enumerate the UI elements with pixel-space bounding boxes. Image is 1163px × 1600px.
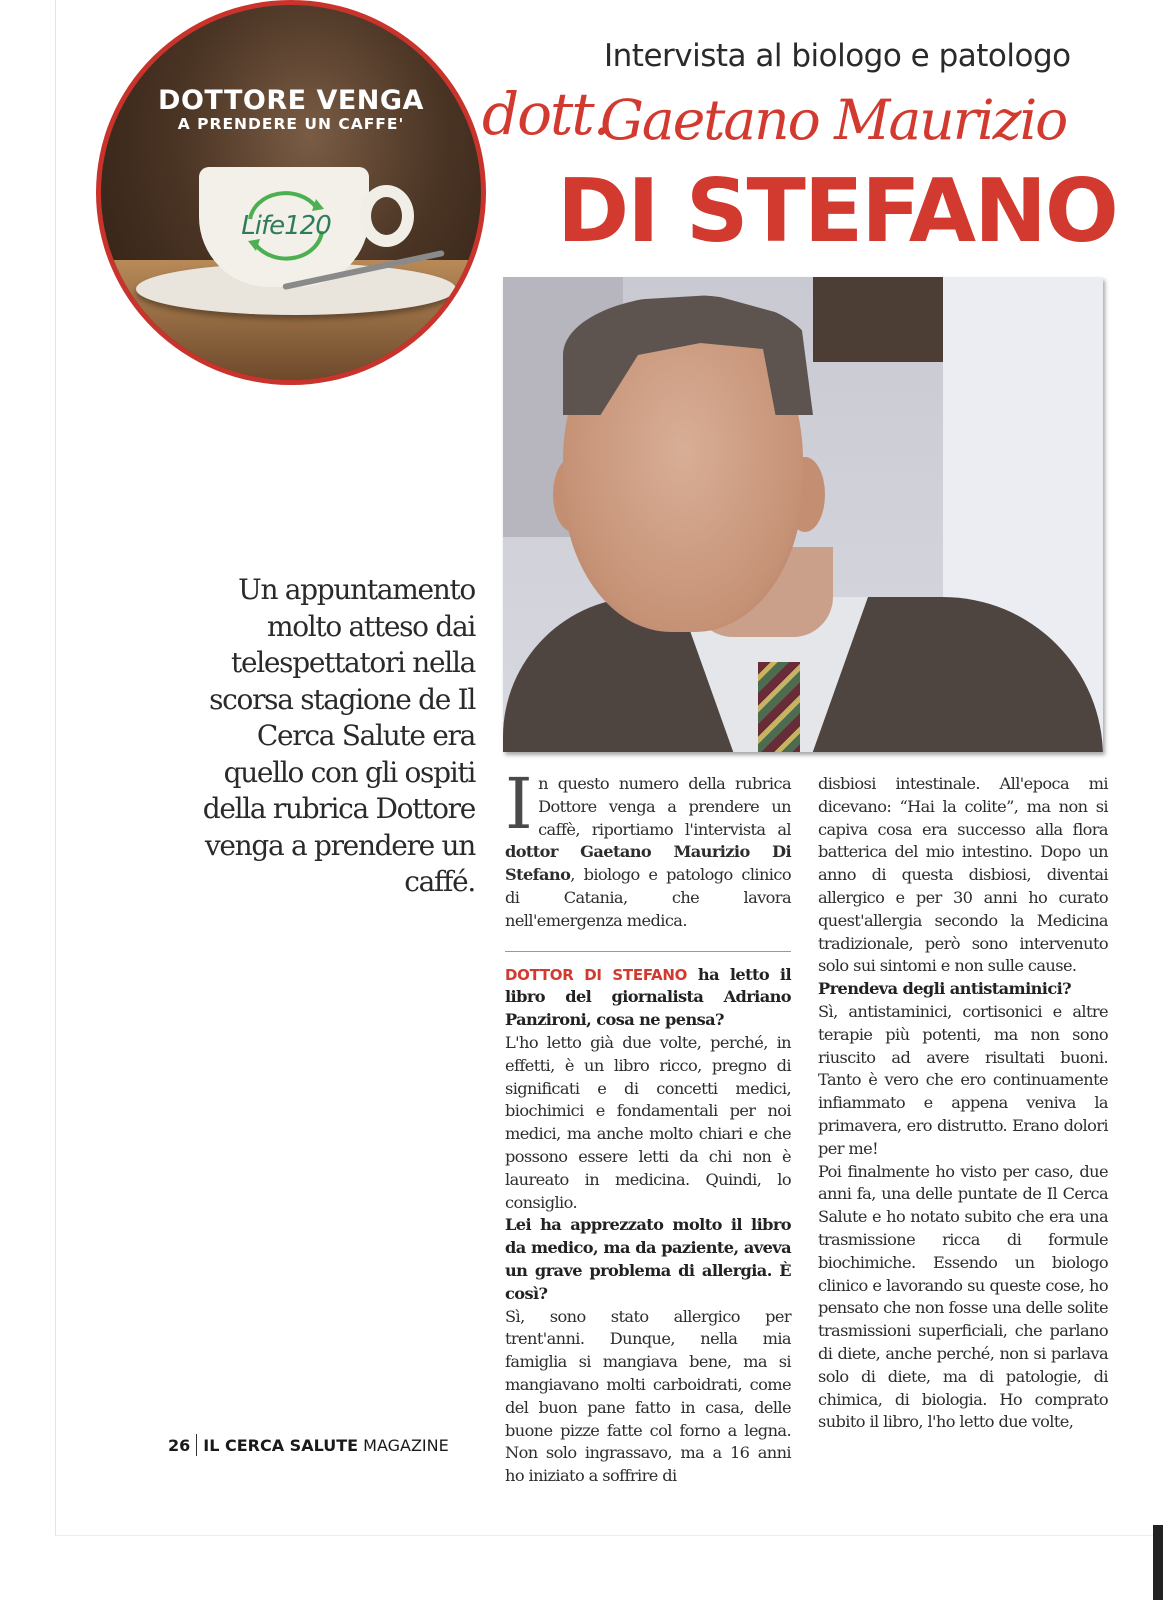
question-1-text: ha letto il libro del giornalista Adriano Panzironi, cosa ne pensa? <box>505 964 791 1030</box>
title-names: Gaetano Maurizio <box>600 88 1067 152</box>
section-rule <box>505 951 791 952</box>
question-2: Lei ha apprezzato molto il libro da medico, ma da paziente, aveva un grave problema di allergia. È così? <box>505 1215 791 1303</box>
drop-cap: I <box>505 763 533 845</box>
answer-3: Sì, antistaminici, cortisonici e altre terapie più potenti, ma non sono riuscito ad avere risultati buoni. Tanto è vero che ero continuamente infiammato e appena veniva la primavera, ero distrutto. Erano dolori per me! <box>818 1001 1108 1158</box>
intro-bold-name: dottor Gaetano Maurizio Di Stefano <box>505 842 791 885</box>
article-column-1 <box>505 763 791 1488</box>
page-number: 26 <box>168 1436 191 1455</box>
page-footer <box>168 1434 449 1456</box>
magazine-suffix: MAGAZINE <box>358 1436 449 1455</box>
photo-bg-dark <box>813 277 943 362</box>
question-1 <box>505 964 791 1032</box>
answer-4: Poi finalmente ho visto per caso, due anni fa, una delle puntate de Il Cerca Salute e ho notato subito che era una trasmissione ricca di formule biochimiche. Essendo un biologo clinico e lavorando su queste cose, ho pensato che non fosse una delle solite trasmissioni superficiali, che parlano di diete, anche perché, non si parlava solo di diete, ma di patologie, di chimica, di biologia. Ho comprato subito il libro, l'ho letto due volte, <box>818 1161 1108 1432</box>
life120-logo <box>221 195 351 257</box>
portrait-photo <box>503 277 1103 752</box>
answer-1: L'ho letto già due volte, perché, in effetti, è un libro ricco, pregno di significati e di concetti medici, biochimici e fondamentali per noi medici, ma anche molto chiari e che possono essere letti da chi non è laureato in medicina. Quindi, lo consiglio. <box>505 1032 791 1212</box>
pull-quote: Un appuntamento molto atteso dai telespettatori nella scorsa stagione de Il Cerca Salute era quello con gli ospiti della rubrica Dottore venga a prendere un caffé. <box>202 573 475 898</box>
article-column-2 <box>818 773 1108 1434</box>
title-surname: DI STEFANO <box>557 160 1117 262</box>
rubric-badge <box>96 0 486 385</box>
intro-paragraph <box>505 763 791 933</box>
title-prefix: dott. <box>482 80 610 148</box>
badge-title-line1: DOTTORE VENGA <box>158 85 424 116</box>
magazine-brand: IL CERCA SALUTE <box>203 1436 359 1455</box>
question-1-lead: DOTTOR DI STEFANO <box>505 965 688 984</box>
article-kicker: Intervista al biologo e patologo <box>604 38 1071 74</box>
badge-title-line2: A PRENDERE UN CAFFE' <box>177 115 405 133</box>
scan-edge <box>1153 1525 1163 1600</box>
intro-text: n questo numero della rubrica Dottore venga a prendere un caffè, riportiamo l'intervista al <box>538 774 791 839</box>
answer-2-continued: disbiosi intestinale. All'epoca mi dicevano: “Hai la colite”, ma non si capiva cosa era successo alla flora batterica del mio intestino. Dopo un anno di questa disbiosi, diventai allergico e per 30 anni ho curato quest'allergia secondo la Medicina tradizionale, però sono intervenuto solo sui sintomi e non sulle cause. <box>818 774 1108 976</box>
striped-tie <box>758 662 800 752</box>
answer-2: Sì, sono stato allergico per trent'anni. Dunque, nella mia famiglia si mangiava bene, ma si mangiavano molti carboidrati, come del buon pane fatto in casa, delle buone pizze fatte col forno a legna. Non solo ingrassavo, ma a 16 anni ho iniziato a soffrire di <box>505 1306 791 1486</box>
logo-text: Life120 <box>241 211 331 241</box>
intro-text-end: , biologo e patologo clinico di Catania, che lavora nell'emergenza medica. <box>505 865 791 930</box>
footer-separator <box>196 1434 197 1456</box>
question-3: Prendeva degli antistaminici? <box>818 979 1072 999</box>
cup-handle <box>359 185 414 247</box>
